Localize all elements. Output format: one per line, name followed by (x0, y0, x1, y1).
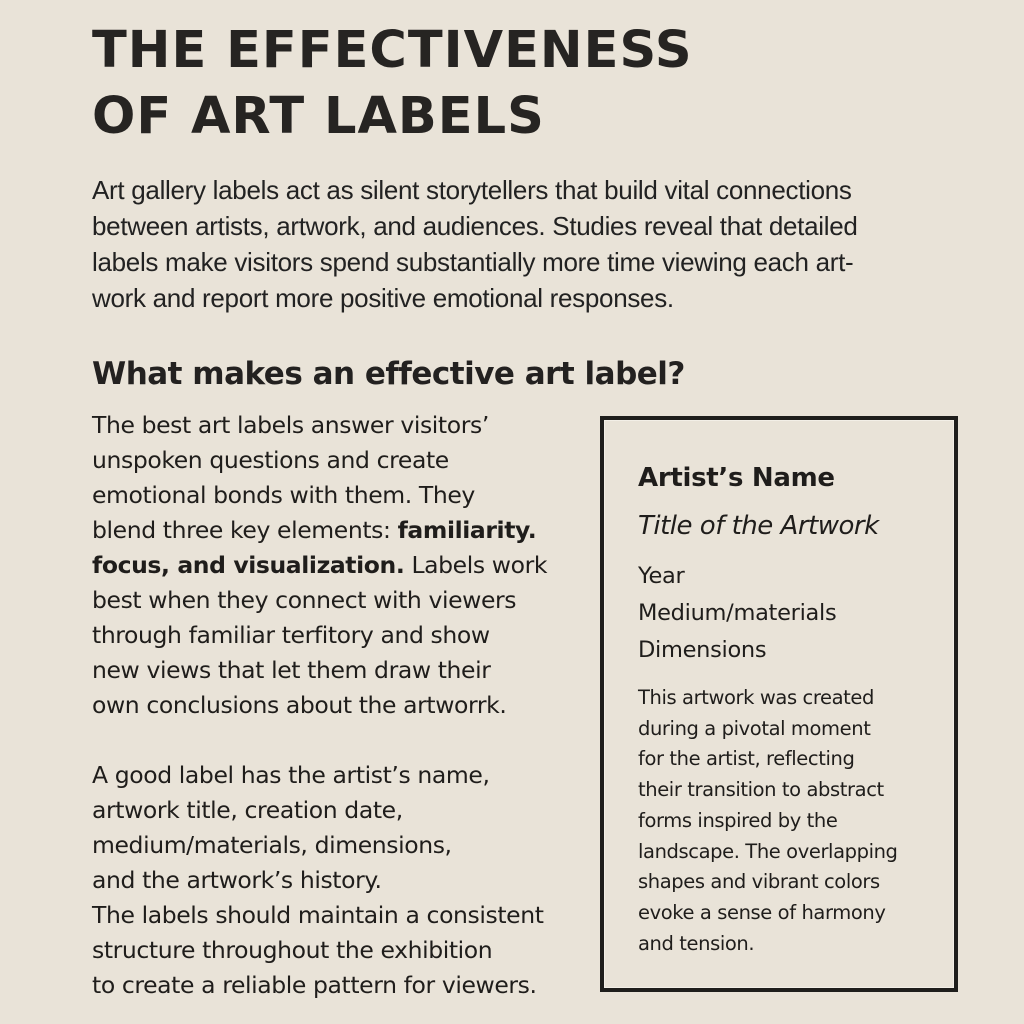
intro-line: work and report more positive emotional responses. (92, 283, 674, 313)
sample-art-label (600, 416, 958, 992)
page-title (92, 18, 892, 150)
section-heading: What makes an effective art label? (92, 356, 685, 392)
intro-line: labels make visitors spend substantially more time viewing each art- (92, 247, 854, 277)
artwork-title: Title of the Artwork (638, 511, 879, 541)
paragraph-line: new views that let them draw their (92, 656, 491, 684)
paragraph-line: own conclusions about the artworrk. (92, 691, 507, 719)
description-line: and tension. (638, 931, 755, 955)
title-line-2: OF ART LABELS (92, 87, 545, 146)
description-line: during a pivotal moment (638, 716, 871, 740)
description-line: their transition to abstract (638, 778, 884, 802)
sample-label-content (638, 458, 934, 959)
artwork-description (638, 683, 934, 959)
paragraph-line: through familiar terfitory and show (92, 621, 490, 649)
paragraph-line: The best art labels answer visitors’ (92, 411, 489, 439)
intro-line: between artists, artwork, and audiences. Studies reveal that detailed (92, 211, 858, 241)
paragraph-line (92, 548, 592, 583)
paragraph-line: unspoken questions and create (92, 446, 449, 474)
paragraph-line: to create a reliable pattern for viewers. (92, 971, 537, 999)
paragraph-line: best when they connect with viewers (92, 586, 517, 614)
paragraph-line: The labels should maintain a consistent (92, 901, 544, 929)
paragraph-line: A good label has the artist’s name, (92, 761, 490, 789)
intro-paragraph (92, 172, 992, 316)
intro-line: Art gallery labels act as silent storytellers that build vital connections (92, 175, 852, 205)
paragraph-line: artwork title, creation date, (92, 796, 403, 824)
paragraph-line: medium/materials, dimensions, (92, 831, 452, 859)
description-line: landscape. The overlapping (638, 839, 898, 863)
description-line: evoke a sense of harmony (638, 900, 886, 924)
artist-name: Artist’s Name (638, 463, 835, 493)
paragraph-line: structure throughout the exhibition (92, 936, 493, 964)
artwork-medium: Medium/materials (638, 600, 837, 626)
artwork-year: Year (638, 563, 685, 589)
artwork-dimensions: Dimensions (638, 637, 767, 663)
paragraph-line: and the artwork’s history. (92, 866, 382, 894)
paragraph-line (92, 513, 592, 548)
bold-key-term: familiarity. (397, 516, 537, 544)
description-line: shapes and vibrant colors (638, 870, 880, 894)
description-line: This artwork was created (638, 686, 874, 709)
bold-key-term: focus, and visualization. (92, 551, 405, 579)
line-text: Labels work (404, 551, 548, 579)
paragraph-line: emotional bonds with them. They (92, 481, 475, 509)
label-contents-paragraph (92, 758, 592, 1003)
artwork-metadata (638, 558, 934, 669)
title-line-1: THE EFFECTIVENESS (92, 21, 693, 80)
description-line: for the artist, reflecting (638, 747, 855, 771)
key-elements-paragraph (92, 408, 592, 723)
description-line: forms inspired by the (638, 808, 838, 832)
explanation-column (92, 408, 592, 1003)
line-text: blend three key elements: (92, 516, 398, 544)
